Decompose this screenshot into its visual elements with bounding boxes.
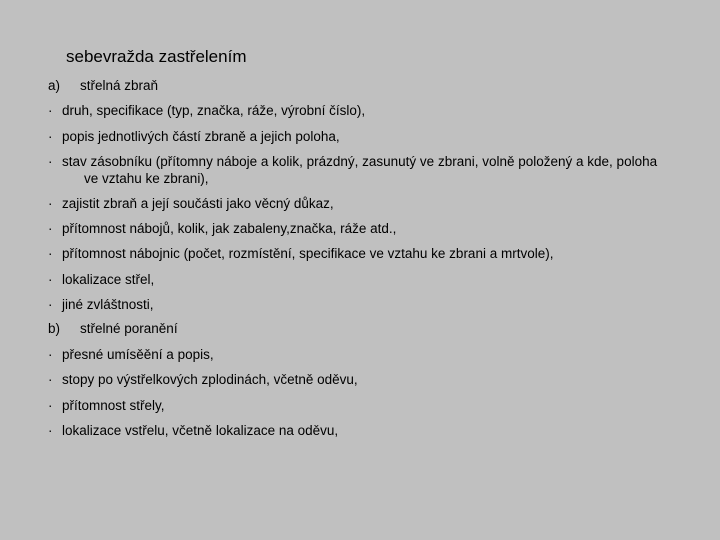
list-item <box>48 296 698 313</box>
list-item <box>48 371 698 388</box>
list-item-text: lokalizace vstřelu, včetně lokalizace na oděvu, <box>62 423 339 438</box>
list-item-text: přesné umísěění a popis, <box>62 347 214 362</box>
list-item-text: stopy po výstřelkových zplodinách, včetně oděvu, <box>62 372 358 387</box>
bullet-icon: · <box>48 372 53 387</box>
section-heading-a <box>48 77 158 95</box>
list-item <box>48 271 698 288</box>
list-item-text-continued: ve vztahu ke zbrani), <box>84 171 209 186</box>
section-marker: a) <box>48 78 61 93</box>
list-item-text: druh, specifikace (typ, značka, ráže, výrobní číslo), <box>62 103 366 118</box>
bullet-icon: · <box>48 221 53 236</box>
bullet-icon: · <box>48 398 53 413</box>
list-item <box>48 153 698 187</box>
slide-title: sebevražda zastřelením <box>66 47 247 66</box>
list-item-text: stav zásobníku (přítomny náboje a kolik, prázdný, zasunutý ve zbrani, volně položený a kde, poloha <box>62 154 658 169</box>
list-item-text: zajistit zbraň a její součásti jako věcný důkaz, <box>62 196 334 211</box>
bullet-icon: · <box>48 103 53 118</box>
section-heading-text: střelná zbraň <box>80 78 159 93</box>
list-item <box>48 220 698 237</box>
bullet-icon: · <box>48 347 53 362</box>
bullet-icon: · <box>48 297 53 312</box>
list-item <box>48 397 698 414</box>
list-item <box>48 245 698 262</box>
list-item <box>48 102 698 119</box>
list-item-text: popis jednotlivých částí zbraně a jejich poloha, <box>62 129 340 144</box>
list-item <box>48 422 698 439</box>
bullet-icon: · <box>48 246 53 261</box>
bullet-icon: · <box>48 196 53 211</box>
list-item-text: přítomnost nábojů, kolik, jak zabaleny,značka, ráže atd., <box>62 221 397 236</box>
bullet-icon: · <box>48 272 53 287</box>
bullet-icon: · <box>48 423 53 438</box>
bullet-icon: · <box>48 129 53 144</box>
list-item <box>48 128 698 145</box>
list-item-text: přítomnost nábojnic (počet, rozmístění, specifikace ve vztahu ke zbrani a mrtvole), <box>62 246 554 261</box>
section-heading-text: střelné poranění <box>80 321 178 336</box>
list-item-text: jiné zvláštnosti, <box>62 297 154 312</box>
section-marker: b) <box>48 321 61 336</box>
list-item-text: lokalizace střel, <box>62 272 155 287</box>
section-heading-b <box>48 320 178 338</box>
list-item <box>48 346 698 363</box>
bullet-icon: · <box>48 154 53 169</box>
list-item-text: přítomnost střely, <box>62 398 165 413</box>
list-item <box>48 195 698 212</box>
